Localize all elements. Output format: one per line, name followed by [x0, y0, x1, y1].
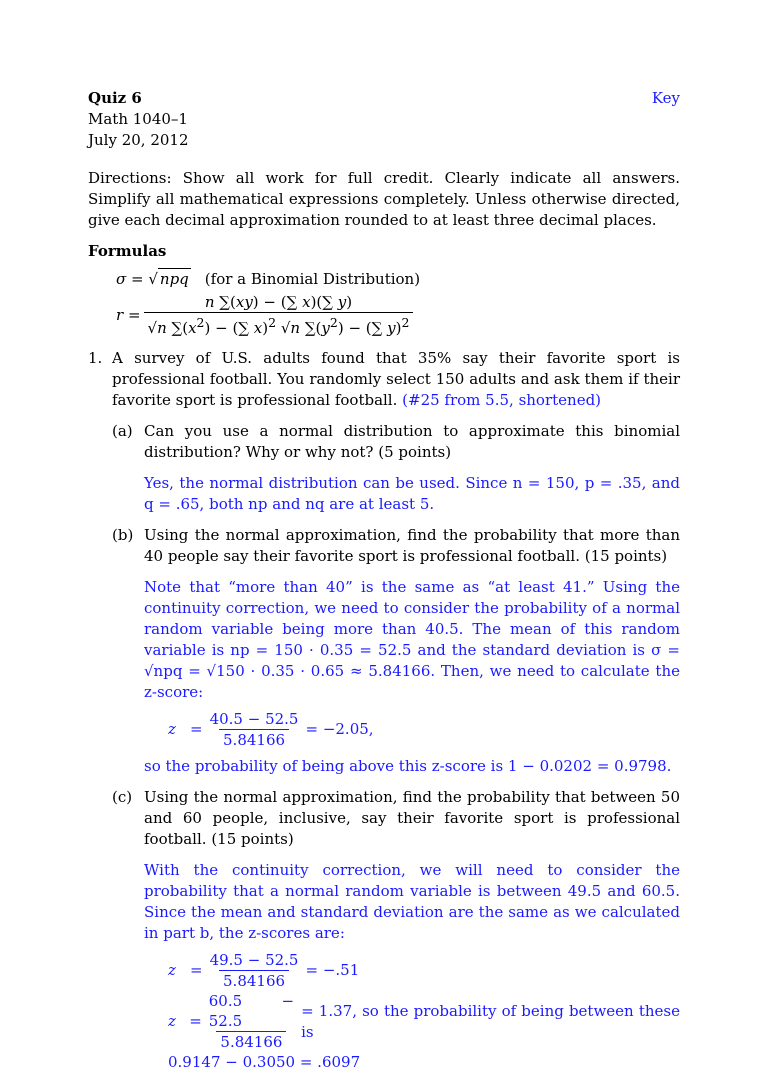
formulas-title: Formulas [88, 242, 167, 260]
z-denominator: 5.84166 [219, 729, 289, 750]
z1-numerator: 49.5 − 52.5 [209, 951, 299, 969]
z1-result: = −.51 [305, 961, 360, 979]
part-question: Using the normal approximation, find the probability that between 50 and 60 people, inclusive, say their favorite sport is professional football. (15 points) [144, 788, 680, 848]
z-result: = −2.05, [305, 720, 374, 738]
z2-equation: z = $\frac{60.5 - 52.5}{5.84166}$ = 1.37, so the probability of being between these is [168, 992, 680, 1051]
part-question: Using the normal approximation, find the probability that more than 40 people say their favorite sport is professional football. (15 points) [144, 526, 680, 565]
part-a [112, 421, 680, 515]
sigma-note: (for a Binomial Distribution) [204, 269, 421, 288]
problem-source: (#25 from 5.5, shortened) [402, 391, 602, 409]
problem-text: A survey of U.S. adults found that 35% say their favorite sport is professional football. You randomly select 150 adults and ask them if their favorite sport is professional football. [112, 349, 680, 409]
course-name: Math 1040–1 [88, 110, 188, 128]
problem-1 [88, 348, 680, 1073]
z-score-equation: z = $\frac{40.5 - 52.5}{5.84166}$ = −2.05, [168, 710, 374, 749]
z-numerator: 40.5 − 52.5 [209, 710, 299, 728]
z2-denominator: 5.84166 [216, 1031, 286, 1052]
part-label: (b) [112, 526, 134, 544]
part-answer: Yes, the normal distribution can be used. Since n = 150, p = .35, and q = .65, both np and nq are at least 5. [144, 474, 680, 513]
quiz-page [88, 88, 680, 1073]
formula-sigma: σ = √ npq (for a Binomial Distribution) [116, 269, 421, 288]
part-answer [144, 860, 680, 1073]
part-question: Can you use a normal distribution to approximate this binomial distribution? Why or why not? (5 points) [144, 422, 680, 461]
z2-result: = 1.37, so the probability of being between these is [301, 1001, 680, 1041]
key-label: Key [651, 89, 680, 107]
answer-intro: With the continuity correction, we will need to consider the probability that a normal random variable is between 49.5 and 60.5. Since the mean and standard deviation are the same as we calculated in part b, the z-scores are: [144, 861, 680, 942]
part-c [112, 787, 680, 1073]
quiz-header [88, 88, 680, 154]
z-scores [168, 950, 680, 1073]
part-label: (c) [112, 788, 133, 806]
formula-r: r = $\frac{n \sum(xy) - (\sum x)(\sum y)}{√n \sum(x^2) - (\sum x)^2 √n \sum(y^2) - (\sum y)^2}$ [116, 292, 680, 338]
z1-equation: z = $\frac{49.5 - 52.5}{5.84166}$ = −.51 [168, 951, 360, 990]
answer-end: so the probability of being above this z-score is 1 − 0.0202 = 0.9798. [144, 757, 672, 775]
part-b [112, 525, 680, 777]
directions: Directions: Show all work for full credit. Clearly indicate all answers. Simplify all mathematical expressions completely. Unless otherwise directed, give each decimal approximation rounded to at least three decimal places. [88, 169, 680, 229]
z1-denominator: 5.84166 [219, 970, 289, 991]
final-probability: 0.9147 − 0.3050 = .6097 [168, 1053, 361, 1071]
formulas-block [116, 268, 680, 338]
quiz-title: Quiz 6 [88, 89, 142, 107]
part-answer [144, 577, 680, 777]
quiz-date: July 20, 2012 [88, 131, 189, 149]
problem-number: 1. [88, 349, 103, 367]
z2-numerator: 60.5 − 52.5 [208, 992, 295, 1030]
part-label: (a) [112, 422, 133, 440]
answer-intro: Note that “more than 40” is the same as “at least 41.” Using the continuity correction, we need to consider the probability of a normal random variable being more than 40.5. The mean of this random variable is np = 150 · 0.35 = 52.5 and the standard deviation is σ = √npq = √150 · 0.35 · 0.65 ≈ 5.84166. Then, we need to calculate the z-score: [144, 578, 680, 701]
